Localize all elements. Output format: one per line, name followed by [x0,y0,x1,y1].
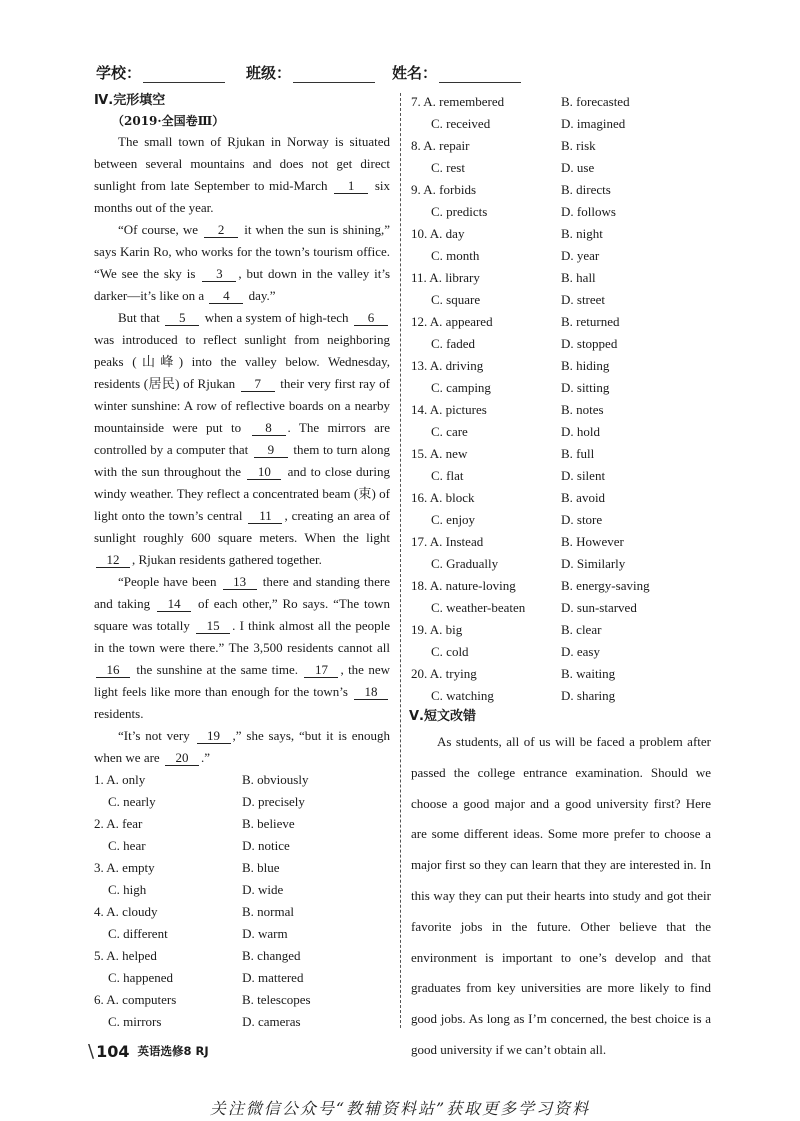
school-line[interactable] [143,66,225,83]
option-row [411,91,711,113]
option-a[interactable]: 13. A. driving [411,358,484,373]
text: . The mirrors are controlled by a computer that [94,420,390,457]
option-row [411,135,711,157]
blank-11[interactable]: 11 [248,508,282,524]
text: “It’s not very [118,728,195,743]
option-b[interactable]: B. hiding [561,358,610,373]
name-line[interactable] [439,66,521,83]
option-row [94,989,390,1011]
option-row [411,531,711,553]
option-row [411,487,711,509]
option-b[interactable]: B. risk [561,138,596,153]
options-list-left [94,769,390,1033]
option-c[interactable]: C. weather-beaten [431,600,526,615]
option-row [411,333,711,355]
option-a[interactable]: 17. A. Instead [411,534,484,549]
option-a[interactable]: 11. A. library [411,270,480,285]
option-d[interactable]: D. year [561,248,600,263]
option-d[interactable]: D. Similarly [561,556,626,571]
option-b[interactable]: B. full [561,446,595,461]
option-d[interactable]: D. follows [561,204,616,219]
cloze-section [94,91,390,1033]
option-d[interactable]: D. easy [561,644,600,659]
option-row [411,399,711,421]
option-c[interactable]: C. month [431,248,480,263]
option-c[interactable]: C. square [431,292,481,307]
option-c[interactable]: C. faded [431,336,476,351]
school-field[interactable] [96,62,225,83]
option-row [411,245,711,267]
option-a[interactable]: 8. A. repair [411,138,470,153]
option-b[interactable]: B. directs [561,182,611,197]
blank-3[interactable]: 3 [202,266,236,282]
option-a[interactable]: 16. A. block [411,490,475,505]
blank-8[interactable]: 8 [252,420,286,436]
text: when a system of high-tech [201,310,352,325]
slash-icon: \ [88,1040,95,1062]
option-b[interactable]: B. clear [561,622,602,637]
option-b[interactable]: B. night [561,226,603,241]
blank-2[interactable]: 2 [204,222,238,238]
options-list-right [411,91,711,707]
blank-5[interactable]: 5 [165,310,199,326]
class-field[interactable] [246,62,375,83]
option-a[interactable]: 5. A. helped [94,948,157,963]
text: them to turn along with the sun throughout the [94,442,390,479]
text: it when the sun is shining,” says Karin Ro, who works for the town’s tourism office. “We see the sky is [94,222,391,281]
option-row [94,813,390,835]
blank-12[interactable]: 12 [96,552,130,568]
option-row [94,857,390,879]
option-c[interactable]: C. predicts [431,204,488,219]
option-row [94,879,390,901]
text: and to close during windy weather. They reflect a concentrated beam (束) of light onto the town’s central [94,464,390,523]
text: , creating an area of sunlight roughly 600 square meters. When the light [94,508,390,545]
correction-title: Ⅴ.短文改错 [409,709,476,724]
text: day.” [245,288,276,303]
option-c[interactable]: C. high [108,882,147,897]
option-c[interactable]: C. hear [108,838,146,853]
text: residents. [94,706,144,721]
option-row [411,509,711,531]
option-c[interactable]: C. flat [431,468,464,483]
cloze-paragraph-2 [94,219,390,307]
class-line[interactable] [293,66,375,83]
option-row [94,901,390,923]
option-d[interactable]: D. cameras [242,1014,301,1029]
option-row [94,945,390,967]
text: , the new light feels like more than enough for the town’s [94,662,391,699]
option-d[interactable]: D. imagined [561,116,626,131]
option-row [411,575,711,597]
option-c[interactable]: C. Gradually [431,556,499,571]
option-row [411,553,711,575]
option-row [411,157,711,179]
blank-20[interactable]: 20 [165,750,199,766]
text: six months out of the year. [94,178,390,215]
option-a[interactable]: 14. A. pictures [411,402,487,417]
option-b[interactable]: B. believe [242,816,295,831]
text: “Of course, we [118,222,203,237]
option-row [411,113,711,135]
option-row [411,311,711,333]
blank-1[interactable]: 1 [334,178,368,194]
option-a[interactable]: 20. A. trying [411,666,477,681]
option-a[interactable]: 7. A. remembered [411,94,505,109]
option-a[interactable]: 10. A. day [411,226,465,241]
blank-9[interactable]: 9 [254,442,288,458]
option-a[interactable]: 19. A. big [411,622,463,637]
option-d[interactable]: D. stopped [561,336,618,351]
text: , Rjukan residents gathered together. [132,552,322,567]
cloze-source: （2019·全国卷Ⅲ） [112,114,225,128]
blank-18[interactable]: 18 [354,684,388,700]
option-b[interactable]: B. telescopes [242,992,311,1007]
option-d[interactable]: D. warm [242,926,288,941]
option-d[interactable]: D. street [561,292,606,307]
option-row [411,597,711,619]
option-row [411,641,711,663]
option-a[interactable]: 4. A. cloudy [94,904,158,919]
correction-passage: As students, all of us will be faced a problem after passed the college entrance examination. Should we choose a good major and a good university first? Here are some different ideas. Some more prefer to choose a major first so they can learn that they are interested in. In this way they can put their hearts into study and got their favorite jobs in the future. Other believe that the environment is important to one’s develop and that graduates from key universities are more likely to find good jobs. As long as I’m concerned, the best choice is a good university if we can’t obtain all. [411,734,711,1057]
option-d[interactable]: D. notice [242,838,290,853]
option-a[interactable]: 15. A. new [411,446,468,461]
option-row [94,791,390,813]
option-b[interactable]: B. obviously [242,772,309,787]
name-label: 姓名： [392,64,438,82]
name-field[interactable] [392,62,521,83]
option-d[interactable]: D. sitting [561,380,610,395]
right-column [411,91,711,1066]
option-d[interactable]: D. precisely [242,794,305,809]
text: . I think almost all the people in the town were there.” The 3,500 residents cannot all [94,618,390,655]
option-c[interactable]: C. received [431,116,491,131]
option-b[interactable]: B. blue [242,860,280,875]
option-d[interactable]: D. store [561,512,603,527]
class-label: 班级： [246,64,292,82]
option-c[interactable]: C. happened [108,970,173,985]
option-b[interactable]: B. forecasted [561,94,630,109]
option-row [411,465,711,487]
blank-10[interactable]: 10 [247,464,281,480]
cloze-paragraph-1 [94,131,390,219]
option-b[interactable]: B. avoid [561,490,606,505]
option-row [411,663,711,685]
option-c[interactable]: C. care [431,424,468,439]
text: .” [200,750,210,765]
option-c[interactable]: C. enjoy [431,512,476,527]
option-b[interactable]: B. However [561,534,624,549]
option-row [94,923,390,945]
option-d[interactable]: D. wide [242,882,284,897]
option-a[interactable]: 12. A. appeared [411,314,493,329]
text: But that [118,310,164,325]
text: “People have been [118,574,221,589]
cloze-paragraph-5 [94,725,390,769]
option-c[interactable]: C. different [108,926,168,941]
option-row [94,835,390,857]
option-c[interactable]: C. cold [431,644,469,659]
option-c[interactable]: C. camping [431,380,491,395]
option-a[interactable]: 3. A. empty [94,860,155,875]
option-d[interactable]: D. sun-starved [561,600,637,615]
option-row [411,685,711,707]
option-b[interactable]: B. energy-saving [561,578,650,593]
option-row [411,289,711,311]
text: there and standing there and taking [94,574,390,611]
option-c[interactable]: C. mirrors [108,1014,162,1029]
text: The small town of Rjukan in Norway is situated between several mountains and does not get direct sunlight from late September to mid-March [94,134,390,193]
option-c[interactable]: C. rest [431,160,465,175]
blank-13[interactable]: 13 [223,574,257,590]
text: was introduced to reflect sunlight from neighboring peaks (山峰) into the valley below. Wednesday, residents (居民) of Rjukan [94,332,390,391]
option-d[interactable]: D. sharing [561,688,616,703]
option-a[interactable]: 6. A. computers [94,992,177,1007]
student-info-header [96,62,656,86]
option-a[interactable]: 2. A. fear [94,816,143,831]
option-b[interactable]: B. changed [242,948,301,963]
option-row [94,967,390,989]
cloze-paragraph-4 [94,571,390,725]
option-b[interactable]: B. notes [561,402,604,417]
option-d[interactable]: D. silent [561,468,606,483]
text: , but down in the valley it’s darker—it’s like on a [94,266,391,303]
page-number: 104 [96,1041,130,1061]
option-row [411,377,711,399]
option-d[interactable]: D. hold [561,424,600,439]
blank-15[interactable]: 15 [196,618,230,634]
option-row [411,619,711,641]
option-b[interactable]: B. returned [561,314,620,329]
option-row [94,769,390,791]
option-row [411,267,711,289]
blank-14[interactable]: 14 [157,596,191,612]
blank-6[interactable]: 6 [354,310,388,326]
option-row [411,201,711,223]
option-c[interactable]: C. nearly [108,794,156,809]
text: ,” she says, “but it is enough when we are [94,728,390,765]
option-b[interactable]: B. hall [561,270,596,285]
blank-17[interactable]: 17 [304,662,338,678]
option-a[interactable]: 1. A. only [94,772,146,787]
blank-16[interactable]: 16 [96,662,130,678]
option-d[interactable]: D. mattered [242,970,304,985]
text: the sunshine at the same time. [132,662,303,677]
option-a[interactable]: 9. A. forbids [411,182,476,197]
option-b[interactable]: B. normal [242,904,294,919]
text: of each other,” Ro says. “The town square was totally [94,596,390,633]
school-label: 学校： [96,64,142,82]
option-row [411,223,711,245]
option-c[interactable]: C. watching [431,688,494,703]
blank-19[interactable]: 19 [197,728,231,744]
option-row [411,179,711,201]
option-row [411,443,711,465]
option-row [411,421,711,443]
page-footer [88,1040,209,1062]
blank-7[interactable]: 7 [241,376,275,392]
book-label: 英语选修8 RJ [137,1044,209,1058]
option-a[interactable]: 18. A. nature-loving [411,578,516,593]
option-row [94,1011,390,1033]
blank-4[interactable]: 4 [209,288,243,304]
option-row [411,355,711,377]
cloze-title: Ⅳ.完形填空 [94,93,166,108]
bottom-note: 关注微信公众号“教辅资料站”获取更多学习资料 [209,1099,591,1118]
cloze-paragraph-3 [94,307,390,571]
option-b[interactable]: B. waiting [561,666,616,681]
text: their very first ray of winter sunshine: A row of reflective boards on a nearby mountainside were put to [94,376,390,435]
column-divider [400,93,401,1028]
option-d[interactable]: D. use [561,160,595,175]
